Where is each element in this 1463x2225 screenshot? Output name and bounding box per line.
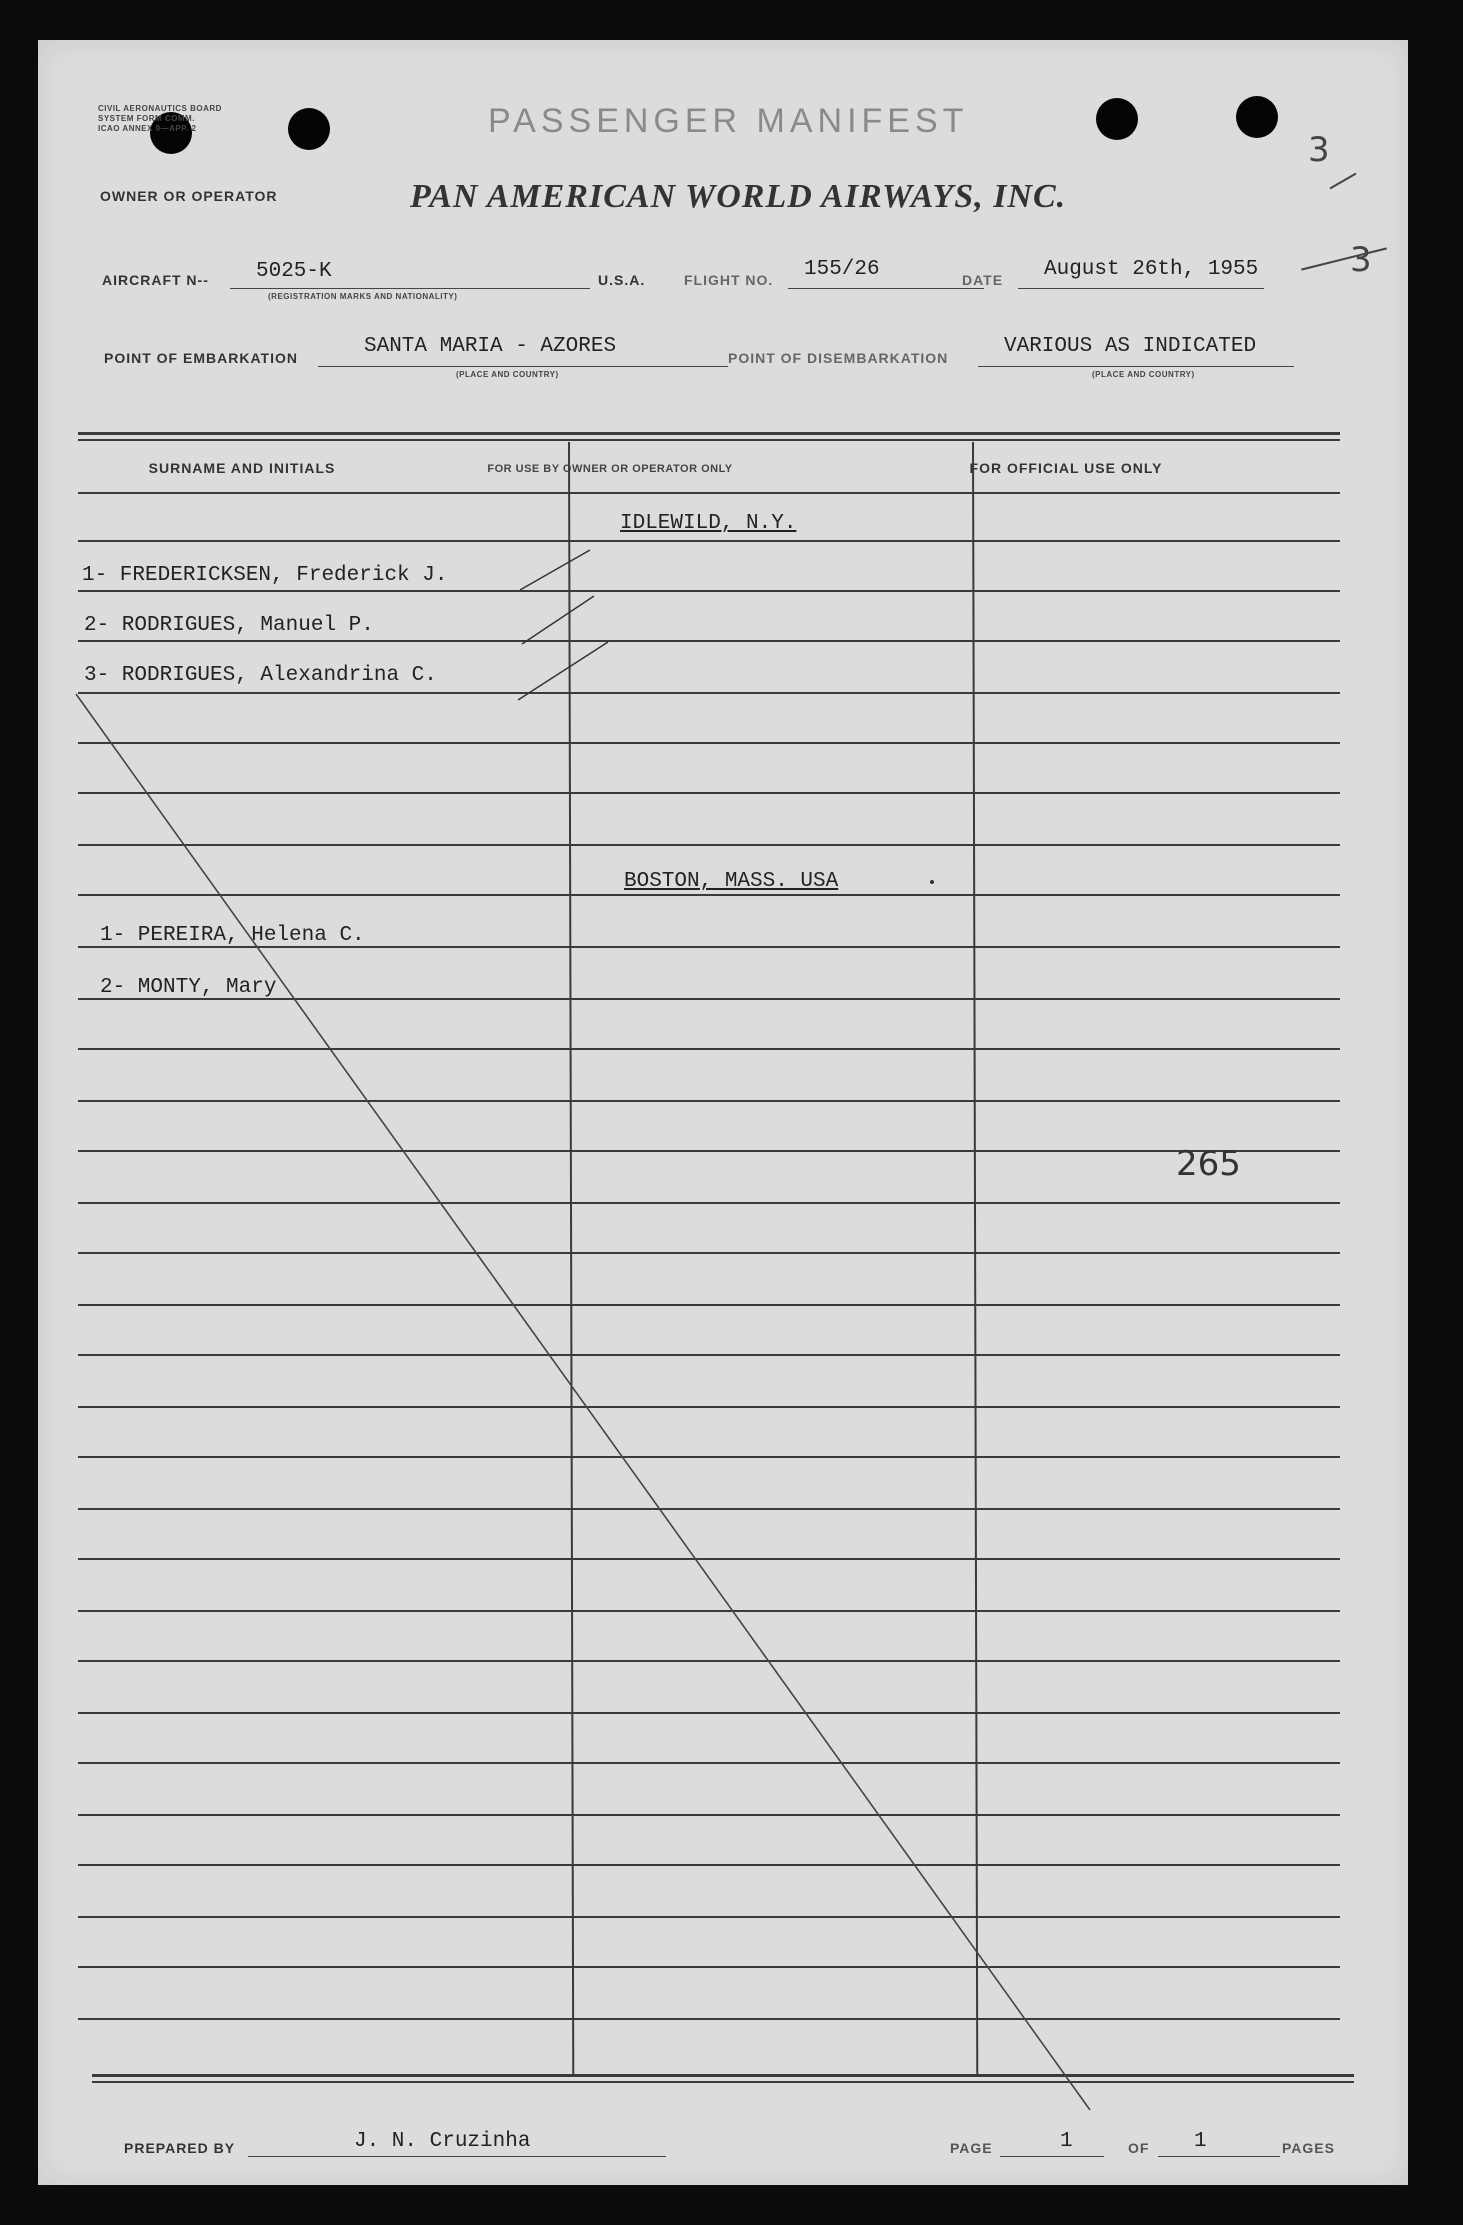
usa-label: U.S.A. <box>598 272 646 288</box>
passenger-row: 3- RODRIGUES, Alexandrina C. <box>84 664 437 687</box>
embarkation-sublabel: (PLACE AND COUNTRY) <box>456 370 559 379</box>
passenger-row: 2- MONTY, Mary <box>100 976 277 999</box>
pen-marks <box>38 40 1408 2185</box>
page-underline <box>1000 2156 1104 2157</box>
page-label: PAGE <box>950 2140 993 2156</box>
of-underline <box>1158 2156 1280 2157</box>
aircraft-sublabel: (REGISTRATION MARKS AND NATIONALITY) <box>268 292 458 301</box>
diagonal-void-line <box>76 694 1090 2110</box>
handwritten-mark-2: 3 <box>1350 240 1372 280</box>
form-corner-text-3: ICAO ANNEX 9—APP. 2 <box>98 124 197 133</box>
disembarkation-sublabel: (PLACE AND COUNTRY) <box>1092 370 1195 379</box>
handwritten-number: 265 <box>1176 1144 1241 1184</box>
disembarkation-value: VARIOUS AS INDICATED <box>1004 335 1257 358</box>
owner-label: OWNER OR OPERATOR <box>100 188 278 204</box>
page-title: PASSENGER MANIFEST <box>488 102 969 140</box>
aircraft-value: 5025-K <box>256 260 332 283</box>
page-value: 1 <box>1060 2130 1073 2153</box>
disembarkation-label: POINT OF DISEMBARKATION <box>728 350 949 366</box>
owner-value: PAN AMERICAN WORLD AIRWAYS, INC. <box>410 178 1067 215</box>
manifest-page <box>38 40 1408 2185</box>
check-stroke-3 <box>518 642 608 700</box>
check-stroke-2 <box>522 596 594 644</box>
date-label: DATE <box>962 272 1004 288</box>
destination-idlewild: IDLEWILD, N.Y. <box>620 512 797 535</box>
pages-label: PAGES <box>1282 2140 1335 2156</box>
passenger-row: 2- RODRIGUES, Manuel P. <box>84 614 374 637</box>
date-value: August 26th, 1955 <box>1044 258 1259 281</box>
of-value: 1 <box>1194 2130 1207 2153</box>
flight-value: 155/26 <box>804 258 880 281</box>
destination-boston: BOSTON, MASS. USA <box>624 870 839 893</box>
form-corner-text-2: SYSTEM FORM COMM. <box>98 114 195 123</box>
prepared-by-value: J. N. Cruzinha <box>354 2130 531 2153</box>
prepared-by-underline <box>248 2156 666 2157</box>
of-label: OF <box>1128 2140 1150 2156</box>
flight-label: FLIGHT NO. <box>684 272 774 288</box>
handwritten-mark-1: 3 <box>1308 130 1330 170</box>
column-header-owner-use: FOR USE BY OWNER OR OPERATOR ONLY <box>487 463 733 475</box>
aircraft-label: AIRCRAFT N-- <box>102 272 209 288</box>
check-stroke-1 <box>520 550 590 590</box>
prepared-by-label: PREPARED BY <box>124 2140 236 2156</box>
column-header-surname: SURNAME AND INITIALS <box>148 460 336 476</box>
column-header-official-use: FOR OFFICIAL USE ONLY <box>969 460 1163 476</box>
form-corner-text-1: CIVIL AERONAUTICS BOARD <box>98 104 222 113</box>
embarkation-label: POINT OF EMBARKATION <box>104 350 298 366</box>
embarkation-value: SANTA MARIA - AZORES <box>364 335 617 358</box>
passenger-row: 1- PEREIRA, Helena C. <box>100 924 365 947</box>
passenger-row: 1- FREDERICKSEN, Frederick J. <box>82 564 448 587</box>
